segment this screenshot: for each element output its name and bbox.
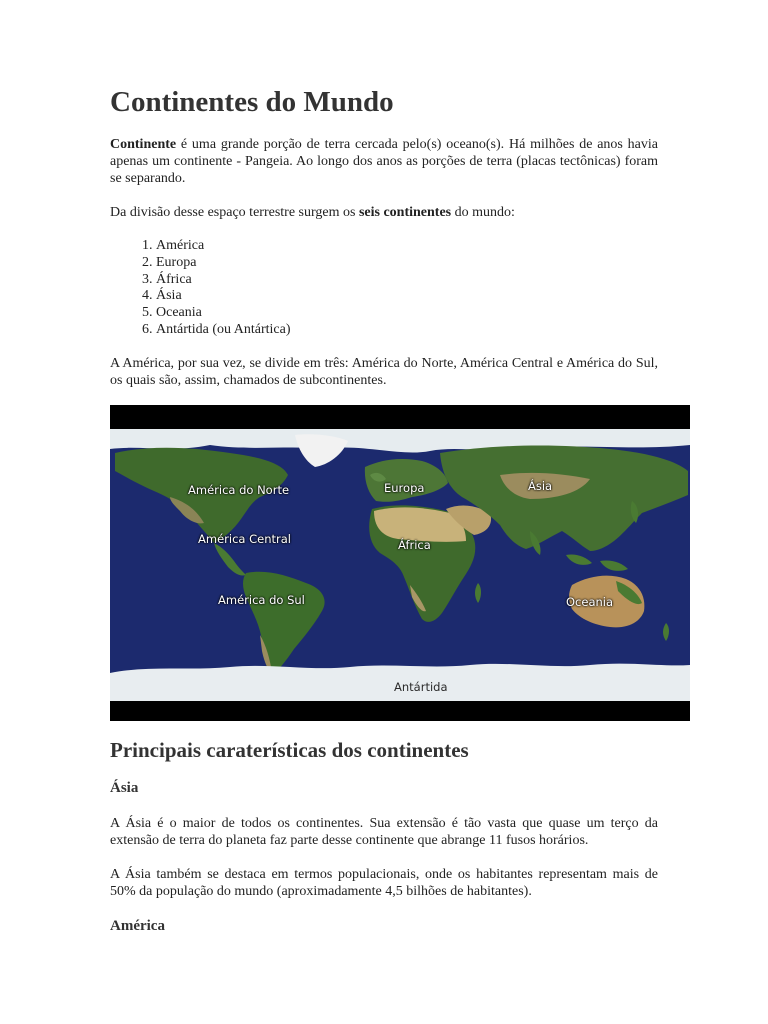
division-paragraph bbox=[110, 204, 658, 221]
division-before: Da divisão desse espaço terrestre surgem os bbox=[110, 205, 359, 220]
map-label-antarctica: Antártida bbox=[394, 680, 448, 694]
list-item: Antártida (ou Antártica) bbox=[156, 321, 291, 337]
intro-term: Continente bbox=[110, 137, 177, 152]
america-paragraph: A América, por sua vez, se divide em três: América do Norte, América Central e América do Sul, os quais são, assim, chamados de subcontinentes. bbox=[110, 356, 658, 388]
map-label-north-america: América do Norte bbox=[188, 483, 290, 497]
world-map bbox=[110, 405, 690, 721]
section-title: Principais caraterísticas dos continentes bbox=[110, 738, 469, 762]
list-item: África bbox=[156, 271, 192, 287]
division-bold: seis continentes bbox=[358, 205, 452, 220]
asia-heading: Ásia bbox=[110, 780, 139, 796]
map-label-asia: Ásia bbox=[528, 479, 553, 493]
list-item: Ásia bbox=[156, 288, 182, 304]
division-after: do mundo: bbox=[451, 205, 515, 220]
map-label-africa: África bbox=[398, 538, 431, 552]
continents-list bbox=[110, 238, 291, 339]
list-item: Europa bbox=[156, 254, 197, 270]
asia-paragraph-2: A Ásia também se destaca em termos populacionais, onde os habitantes representam mais de 50% da população do mundo (aproximadamente 4,5 bilhões de habitantes). bbox=[110, 867, 658, 899]
intro-text: é uma grande porção de terra cercada pelo(s) oceano(s). Há milhões de anos havia apenas um continente - Pangeia. Ao longo dos anos as porções de terra (placas tectônicas) foram se separando. bbox=[110, 137, 658, 186]
list-item: Oceania bbox=[156, 305, 202, 321]
page-title: Continentes do Mundo bbox=[110, 86, 394, 118]
world-map-image bbox=[110, 405, 690, 721]
map-label-central-america: América Central bbox=[198, 532, 291, 546]
map-label-oceania: Oceania bbox=[566, 595, 614, 609]
map-label-south-america: América do Sul bbox=[218, 593, 305, 607]
map-label-europe: Europa bbox=[384, 481, 425, 495]
intro-paragraph bbox=[110, 136, 658, 187]
list-item: América bbox=[156, 238, 205, 253]
america-heading: América bbox=[110, 918, 165, 934]
asia-paragraph-1: A Ásia é o maior de todos os continentes. Sua extensão é tão vasta que quase um terço da extensão de terra do planeta faz parte desse continente que abrange 11 fusos horários. bbox=[110, 816, 658, 848]
